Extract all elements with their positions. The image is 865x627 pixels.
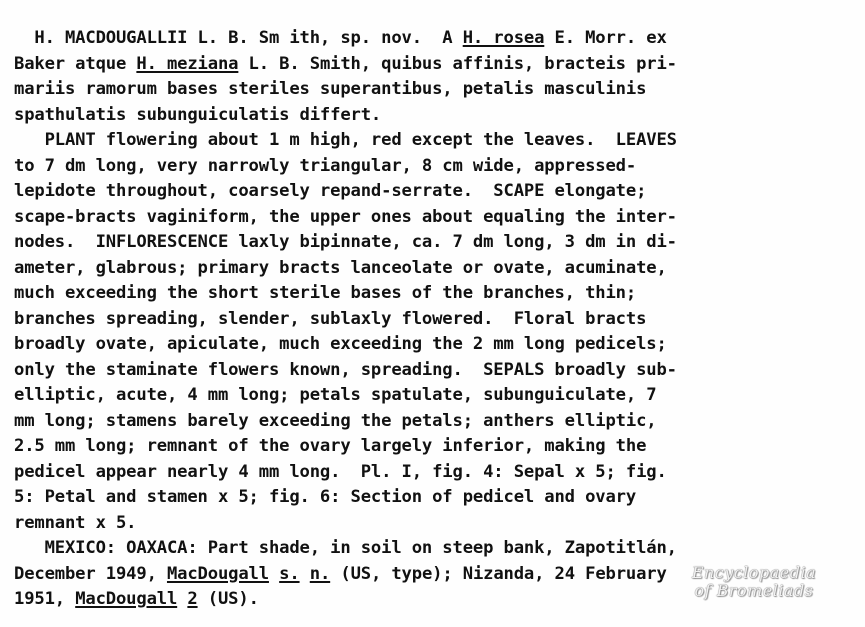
text-line: December 1949, MacDougall s. n. (US, type); Nizanda, 24 February <box>14 563 667 584</box>
text-line: Baker atque H. meziana L. B. Smith, quibus affinis, bracteis pri- <box>14 53 677 74</box>
underlined-term: n. <box>309 563 331 584</box>
text-line: elliptic, acute, 4 mm long; petals spatulate, subunguiculate, 7 <box>14 385 657 405</box>
text-line: mm long; stamens barely exceeding the petals; anthers elliptic, <box>14 410 657 431</box>
text-line: scape-bracts vaginiform, the upper ones about equaling the inter- <box>14 206 677 227</box>
underlined-term: H. rosea <box>462 28 545 48</box>
watermark-line-1: Encyclopaedia <box>691 563 817 582</box>
text-line: much exceeding the short sterile bases of the branches, thin; <box>14 283 637 303</box>
text-line: lepidote throughout, coarsely repand-serrate. SCAPE elongate; <box>14 181 647 201</box>
text-line: 2.5 mm long; remnant of the ovary largely inferior, making the <box>14 436 647 456</box>
text-line: 5: Petal and stamen x 5; fig. 6: Section of pedicel and ovary <box>14 487 637 507</box>
text-line: broadly ovate, apiculate, much exceeding the 2 mm long pedicels; <box>14 334 667 354</box>
text-line: nodes. INFLORESCENCE laxly bipinnate, ca. 7 dm long, 3 dm in di- <box>14 232 677 252</box>
text-line: PLANT flowering about 1 m high, red except the leaves. LEAVES <box>14 130 677 150</box>
underlined-term: s. <box>279 563 300 584</box>
watermark-line-2: of Bromeliads <box>694 581 814 600</box>
text-line: 1951, MacDougall 2 (US). <box>14 589 259 609</box>
text-line: branches spreading, slender, sublaxly flowered. Floral bracts <box>14 308 647 329</box>
text-line: only the staminate flowers known, spreading. SEPALS broadly sub- <box>14 359 677 380</box>
text-line: MEXICO: OAXACA: Part shade, in soil on steep bank, Zapotitlán, <box>14 538 677 558</box>
species-description-text <box>14 26 859 613</box>
encyclopaedia-watermark <box>679 564 829 600</box>
text-line: to 7 dm long, very narrowly triangular, 8 cm wide, appressed- <box>14 155 637 176</box>
text-line: remnant x 5. <box>14 512 137 533</box>
text-line: mariis ramorum bases steriles superantibus, petalis masculinis <box>14 79 647 99</box>
underlined-term: H. meziana <box>136 53 239 74</box>
text-line: spathulatis subunguiculatis differt. <box>14 104 382 125</box>
text-line: ameter, glabrous; primary bracts lanceolate or ovate, acuminate, <box>14 257 667 278</box>
text-line: H. MACDOUGALLII L. B. Sm ith, sp. nov. A H. rosea E. Morr. ex <box>14 28 667 48</box>
underlined-term: 2 <box>187 589 198 609</box>
underlined-term: MacDougall <box>75 589 178 609</box>
underlined-term: MacDougall <box>166 563 269 584</box>
text-line: pedicel appear nearly 4 mm long. Pl. I, fig. 4: Sepal x 5; fig. <box>14 461 667 482</box>
